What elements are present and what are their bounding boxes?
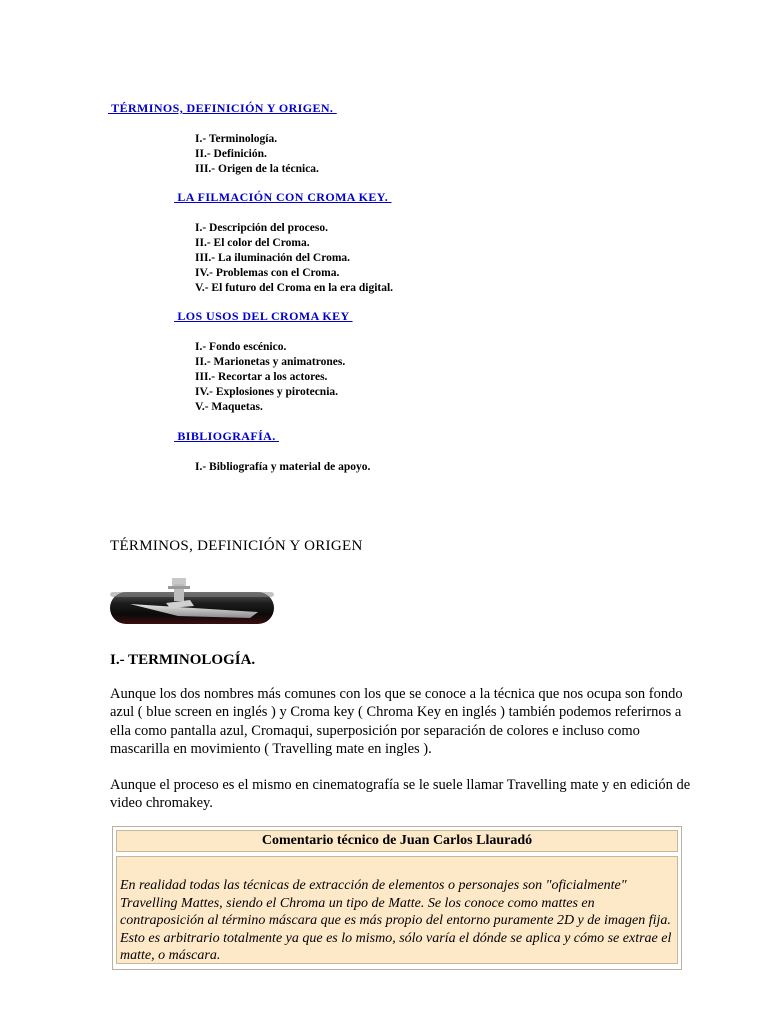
technical-comment-box <box>112 826 682 970</box>
toc-list-filmacion <box>195 221 393 296</box>
toc-item[interactable]: I.- Bibliografía y material de apoyo. <box>195 461 371 473</box>
paragraph: Aunque el proceso es el mismo en cinematografía se le suele llamar Travelling mate y en edición de video chromakey. <box>110 777 691 812</box>
toc-item[interactable]: I.- Descripción del proceso. <box>195 222 328 234</box>
comment-body: En realidad todas las técnicas de extracción de elementos o personajes son "oficialmente" Travelling Mattes, siendo el Chroma un tipo de Matte. Se los conoce como mattes en contraposición al término máscara que es más propio del entorno puramente 2D y de imagen fija. Esto es arbitrario totalmente ya que es lo mismo, sólo varía el dónde se aplica y cómo se extrae el matte, o máscara. <box>116 856 678 964</box>
starship-banner-image <box>108 572 274 628</box>
toc-item[interactable]: IV.- Explosiones y pirotecnia. <box>195 386 339 398</box>
toc-item[interactable]: III.- Origen de la técnica. <box>195 163 319 175</box>
toc-item[interactable]: V.- El futuro del Croma en la era digital. <box>195 282 394 294</box>
toc-item[interactable]: III.- Recortar a los actores. <box>195 371 328 383</box>
toc-item[interactable]: II.- El color del Croma. <box>195 237 310 249</box>
comment-title: Comentario técnico de Juan Carlos Llauradó <box>116 830 678 852</box>
toc-item[interactable]: III.- La iluminación del Croma. <box>195 252 351 264</box>
paragraph: Aunque los dos nombres más comunes con los que se conoce a la técnica que nos ocupa son fondo azul ( blue screen en inglés ) y Croma key ( Chroma Key en inglés ) también podemos referirnos a ella como pantalla azul, Cromaqui, superposición por separación de colores e incluso como mascarilla en movimiento ( Travelling mate en ingles ). <box>110 686 683 758</box>
toc-link-filmacion[interactable]: LA FILMACIÓN CON CROMA KEY. <box>174 190 392 204</box>
toc-item[interactable]: I.- Fondo escénico. <box>195 341 287 353</box>
toc-item[interactable]: I.- Terminología. <box>195 133 278 145</box>
section-heading: TÉRMINOS, DEFINICIÓN Y ORIGEN <box>110 538 363 554</box>
toc-item[interactable]: IV.- Problemas con el Croma. <box>195 267 340 279</box>
toc-list-terminos <box>195 132 319 177</box>
toc-item[interactable]: V.- Maquetas. <box>195 401 263 413</box>
toc-link-usos[interactable]: LOS USOS DEL CROMA KEY <box>174 309 353 323</box>
toc-link-terminos[interactable]: TÉRMINOS, DEFINICIÓN Y ORIGEN. <box>108 101 337 115</box>
toc-list-usos <box>195 340 345 415</box>
toc-item[interactable]: II.- Marionetas y animatrones. <box>195 356 346 368</box>
toc-link-bibliografia[interactable]: BIBLIOGRAFÍA. <box>174 429 280 443</box>
subsection-heading: I.- TERMINOLOGÍA. <box>110 652 256 668</box>
toc-item[interactable]: II.- Definición. <box>195 148 267 160</box>
toc-list-bibliografia <box>195 460 370 475</box>
